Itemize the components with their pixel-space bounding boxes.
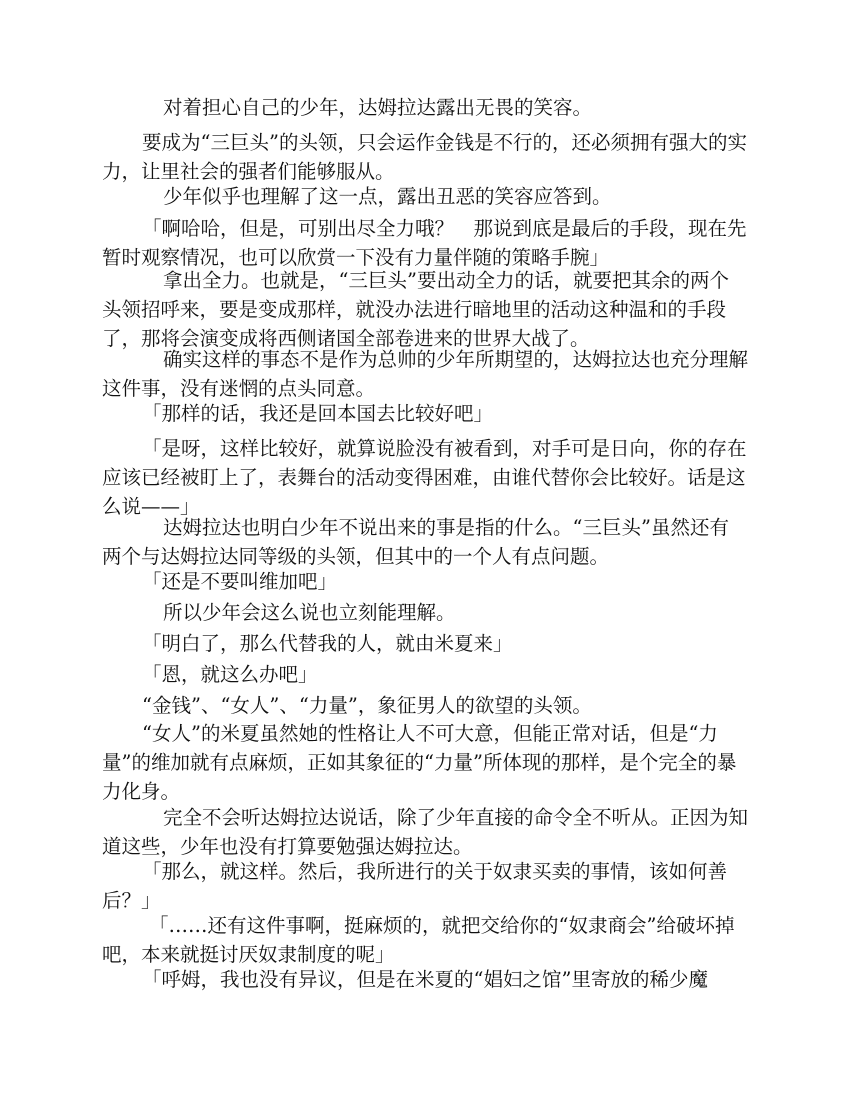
paragraph: 拿出全力。也就是，“三巨头”要出动全力的话，就要把其余的两个头领招呼来，要是变成那样，就没办法进行暗地里的活动这种温和的手段了，那将会演变成将西侧诸国全部卷进来的世界大战了。 (102, 269, 729, 350)
paragraph: 「那么，就这样。然后，我所进行的关于奴隶买卖的事情，该如何善后？」 (102, 860, 728, 912)
paragraph: 确实这样的事态不是作为总帅的少年所期望的，达姆拉达也充分理解这件事，没有迷惘的点头同意。 (102, 348, 749, 400)
paragraph: 要成为“三巨头”的头领，只会运作金钱是不行的，还必须拥有强大的实力，让里社会的强者们能够服从。 (102, 131, 747, 183)
paragraph: 少年似乎也理解了这一点，露出丑恶的笑容应答到。 (163, 185, 612, 208)
paragraph: 「恩，就这么办吧」 (142, 663, 318, 686)
paragraph: 「啊哈哈，但是，可别出尽全力哦？ 那说到底是最后的手段，现在先暂时观察情况，也可以欣赏一下没有力量伴随的策略手腕」 (102, 217, 747, 269)
paragraph: 「还是不要叫维加吧」 (142, 570, 338, 593)
paragraph: 「是呀，这样比较好，就算说脸没有被看到，对手可是日向，你的存在应该已经被盯上了，表舞台的活动变得困难，由谁代替你会比较好。话是这么说——」 (102, 437, 747, 518)
paragraph: 达姆拉达也明白少年不说出来的事是指的什么。“三巨头”虽然还有两个与达姆拉达同等级的头领，但其中的一个人有点问题。 (102, 516, 729, 568)
paragraph: 「……还有这件事啊，挺麻烦的，就把交给你的“奴隶商会”给破坏掉吧，本来就挺讨厌奴隶制度的呢」 (102, 914, 735, 966)
paragraph: 「那样的话，我还是回本国去比较好吧」 (142, 402, 494, 425)
paragraph: “女人”的米夏虽然她的性格让人不可大意，但能正常对话，但是“力量”的维加就有点麻烦，正如其象征的“力量”所体现的那样，是个完全的暴力化身。 (102, 722, 737, 803)
paragraph: 「明白了，那么代替我的人，就由米夏来」 (142, 632, 513, 655)
paragraph: 「呼姆，我也没有异议，但是在米夏的“娼妇之馆”里寄放的稀少魔 (142, 968, 708, 991)
paragraph: “金钱”、“女人”、“力量”，象征男人的欲望的头领。 (142, 694, 592, 717)
paragraph: 完全不会听达姆拉达说话，除了少年直接的命令全不听从。正因为知道这些，少年也没有打算要勉强达姆拉达。 (102, 806, 749, 858)
paragraph: 所以少年会这么说也立刻能理解。 (163, 601, 456, 624)
paragraph: 对着担心自己的少年，达姆拉达露出无畏的笑容。 (163, 96, 593, 119)
